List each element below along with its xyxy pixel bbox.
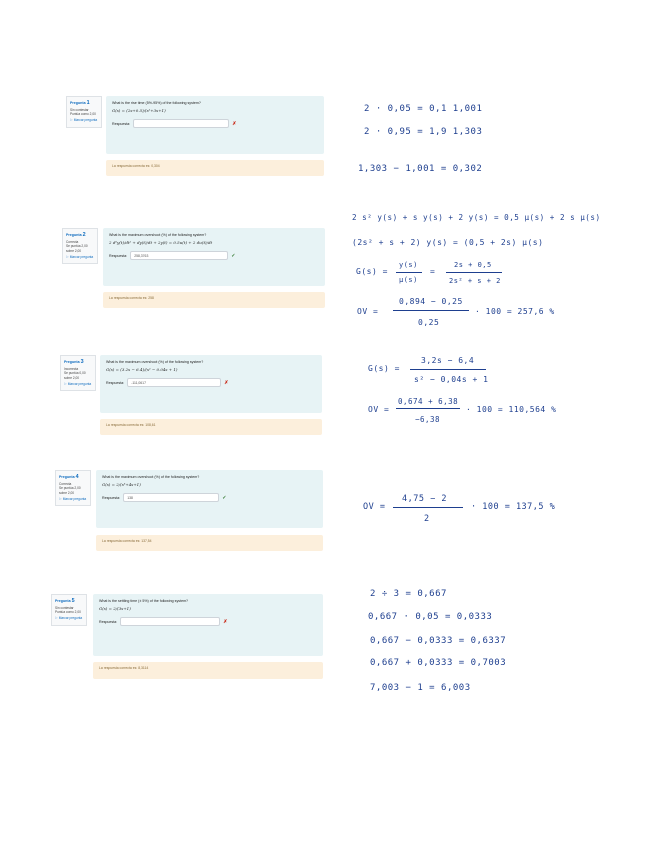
note-q5-line2: 0,667 · 0,05 = 0,0333	[368, 612, 493, 622]
question-number: Pregunta 3	[64, 359, 84, 365]
note-q1-line3: 1,303 − 1,001 = 0,302	[358, 164, 483, 174]
correct-answer-feedback-3: La respuesta correcta es: 108,61	[100, 419, 322, 435]
correct-answer-feedback-2: La respuesta correcta es: 258	[103, 292, 325, 308]
note-q3-ov-right: · 100 = 110,564 %	[466, 405, 557, 414]
note-q4-ov-left: OV =	[363, 502, 386, 512]
note-q4-ov-num: 4,75 − 2	[402, 494, 447, 504]
note-q2-g-bar2	[446, 272, 502, 273]
answer-label: Respuesta:	[109, 253, 128, 258]
question-status: Incorrecta	[64, 366, 79, 371]
question-status: Correcta	[66, 239, 79, 244]
note-q2-g-den2: 2s² + s + 2	[449, 277, 501, 285]
question-box-5	[93, 594, 323, 656]
question-score: Puntúa como 2,00	[55, 610, 81, 615]
note-q3-g-left: G(s) =	[368, 364, 400, 373]
flag-question-link[interactable]: ⚐ Marcar pregunta	[64, 381, 92, 386]
question-info-1	[66, 96, 102, 128]
note-q2-g-left: G(s) =	[356, 267, 388, 276]
question-info-2	[62, 228, 98, 264]
note-q2-g-num2: 2s + 0,5	[454, 261, 492, 269]
note-q3-ov-den: −6,38	[415, 415, 441, 424]
correct-answer-feedback-4: La respuesta correcta es: 137,54	[96, 535, 323, 551]
note-q5-line1: 2 ÷ 3 = 0,667	[370, 589, 447, 599]
flag-question-link[interactable]: ⚐ Marcar pregunta	[55, 616, 83, 621]
question-text: What is the maximum overshoot (%) of the following system?	[109, 233, 207, 237]
note-q2-ov-left: OV =	[357, 307, 379, 316]
incorrect-icon: ✗	[232, 120, 237, 127]
question-info-3	[60, 355, 96, 391]
question-formula: G(s) = 2/(3s+1)	[99, 606, 131, 611]
note-q2-g-den: μ(s)	[399, 276, 418, 284]
note-q3-ov-num: 0,674 + 6,38	[398, 397, 459, 406]
flag-question-link[interactable]: ⚐ Marcar pregunta	[70, 118, 98, 123]
question-formula: 2 d²y(t)/dt² + dy(t)/dt + 2y(t) = 0.5u(t) + 2 du(t)/dt	[109, 240, 213, 245]
answer-input[interactable]: 258,3763	[130, 251, 228, 260]
question-formula: G(s) = 2/(s³+4s+1)	[102, 482, 141, 487]
note-q3-ov-bar	[396, 408, 460, 409]
question-status: Sin contestar	[55, 605, 74, 610]
note-q2-line1: 2 s² y(s) + s y(s) + 2 y(s) = 0,5 μ(s) + 2 s μ(s)	[352, 213, 601, 222]
question-status: Correcta	[59, 481, 72, 486]
answer-label: Respuesta:	[102, 495, 121, 500]
answer-input[interactable]	[133, 119, 229, 128]
note-q3-ov-left: OV =	[368, 405, 390, 414]
note-q5-line4: 0,667 + 0,0333 = 0,7003	[370, 658, 507, 668]
question-number: Pregunta 1	[70, 100, 90, 106]
note-q4-ov-bar	[393, 507, 463, 508]
note-q4-ov-den: 2	[424, 514, 430, 524]
correct-check-icon: ✓	[231, 252, 236, 259]
question-number: Pregunta 4	[59, 474, 79, 480]
incorrect-icon: ✗	[223, 618, 228, 625]
question-text: What is the rise time (5%-95%) of the following system?	[112, 101, 201, 105]
note-q1-line2: 2 · 0,95 = 1,9 1,303	[364, 127, 483, 137]
note-q5-line5: 7,003 − 1 = 6,003	[370, 683, 471, 693]
note-q2-line2: (2s² + s + 2) y(s) = (0,5 + 2s) μ(s)	[352, 238, 544, 247]
flag-question-link[interactable]: ⚐ Marcar pregunta	[59, 496, 87, 501]
note-q2-ov-right: · 100 = 257,6 %	[475, 307, 555, 316]
question-score: Se puntúa 0,00 sobre 2,00	[64, 371, 86, 381]
note-q2-g-eq: =	[430, 267, 436, 276]
note-q5-line3: 0,667 − 0,0333 = 0,6337	[370, 636, 507, 646]
answer-label: Respuesta:	[112, 121, 131, 126]
note-q3-g-num: 3,2s − 6,4	[421, 356, 475, 365]
question-number: Pregunta 2	[66, 232, 86, 238]
flag-question-link[interactable]: ⚐ Marcar pregunta	[66, 254, 94, 259]
question-score: Se puntúa 2,00 sobre 2,00	[66, 244, 88, 254]
note-q1-line1: 2 · 0,05 = 0,1 1,001	[364, 104, 483, 114]
question-info-5	[51, 594, 87, 626]
question-status: Sin contestar	[70, 107, 89, 112]
question-number: Pregunta 5	[55, 598, 75, 604]
note-q2-ov-num: 0,894 − 0,25	[399, 297, 463, 306]
correct-check-icon: ✓	[222, 494, 227, 501]
question-box-1	[106, 96, 324, 154]
question-score: Puntúa como 2,00	[70, 112, 96, 117]
question-info-4	[55, 470, 91, 506]
question-text: What is the maximum overshoot (%) of the following system?	[102, 475, 200, 479]
answer-input[interactable]: -111,0617	[127, 378, 221, 387]
question-text: What is the settling time (± 5%) of the following system?	[99, 599, 189, 603]
answer-input[interactable]: 138	[123, 493, 219, 502]
question-formula: G(s) = (2s+0.5)/(s²+3s+1)	[112, 108, 166, 113]
question-box-2	[103, 228, 325, 286]
note-q3-g-bar	[410, 369, 486, 370]
note-q2-g-num: y(s)	[399, 261, 418, 269]
note-q3-g-den: s² − 0,04s + 1	[414, 375, 489, 384]
correct-answer-feedback-5: La respuesta correcta es: 8,3114	[93, 662, 323, 679]
question-box-3	[100, 355, 322, 413]
question-formula: G(s) = (3.2s − 6.4)/(s² − 0.04s + 1)	[106, 367, 178, 372]
note-q2-g-bar	[396, 272, 422, 273]
correct-answer-feedback-1: La respuesta correcta es: 0,304	[106, 160, 324, 176]
note-q2-ov-bar	[393, 310, 469, 311]
note-q2-ov-den: 0,25	[418, 318, 440, 327]
incorrect-icon: ✗	[224, 379, 229, 386]
question-text: What is the maximum overshoot (%) of the following system?	[106, 360, 204, 364]
answer-input[interactable]	[120, 617, 220, 626]
answer-label: Respuesta:	[99, 619, 118, 624]
answer-label: Respuesta:	[106, 380, 125, 385]
question-box-4	[96, 470, 323, 528]
question-score: Se puntúa 2,00 sobre 2,00	[59, 486, 81, 496]
note-q4-ov-right: · 100 = 137,5 %	[471, 502, 556, 512]
